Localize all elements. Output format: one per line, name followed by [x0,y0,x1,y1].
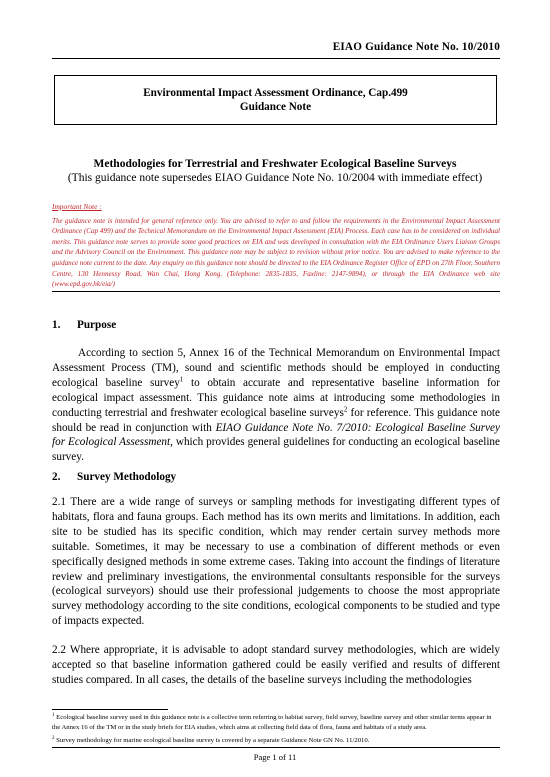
title-box [54,75,497,125]
purpose-paragraph [52,346,500,465]
document-title: Methodologies for Terrestrial and Freshwater Ecological Baseline Surveys [93,158,457,170]
section-number: 1. [52,319,61,331]
footnote-ref-1[interactable]: 1 [179,375,184,384]
important-note [52,202,500,290]
footnote-text: Survey methodology for marine ecological baseline survey is covered by a separate Guidance Note GN No. 11/2010. [54,737,370,744]
guidance-note-reference: EIAO Guidance Note No. 10/2010 [332,41,500,53]
footnote-1 [52,713,500,734]
important-note-body: The guidance note is intended for general reference only. You are advised to refer to and follow the requirements in the Environmental Impact Assessment Ordinance (Cap 499) and the Technical Memorandum on the Environmental Impact Assessment (EIA) Process. Each case has to be considered on individual merits. This guidance note serves to provide some good practices on EIA and was developed in consultation with the EIA Ordinance Users Liaison Groups and the Advisory Council on the Environment. This guidance note may be subject to revision without prior notice. You are advised to make reference to the guidance note current to the date. Any enquiry on this guidance note should be directed to the EIA Ordinance Register Office of EPD on 27th Floor, Southern Centre, 130 Hennessy Road, Wan Chai, Hong Kong. (Telephone: 2835-1835, Faxline: 2147-9894), or through the EIA Ordinance web site (www.epd.gov.hk/eia/) [52,216,500,289]
section-number: 2. [52,471,61,483]
guidance-note-label: Guidance Note [239,101,312,113]
footnote-mark: 1 [52,712,55,718]
footnote-2 [52,736,500,746]
section-heading-methodology [52,471,176,483]
footnote-divider [52,709,168,710]
footer-divider [52,747,500,748]
supersedes-note: (This guidance note supersedes EIAO Guidance Note No. 10/2004 with immediate effect) [67,172,483,184]
important-note-heading: Important Note : [52,202,102,211]
referenced-guidance-note: EIAO Guidance Note No. 7/2010: Ecological Baseline Survey for Ecological Assessment [52,421,500,449]
header-divider [52,58,500,59]
footnote-text: Ecological baseline survey used in this guidance note is a collective term referring to habitat survey, field survey, baseline survey and other similar terms appear in the Annex 16 of the TM or in the study briefs for EIA studies, which aims at collecting field data of flora, fauna and habitats of a study area. [52,714,492,732]
page-number: Page 1 of 11 [253,752,297,762]
footnote-ref-2[interactable]: 2 [343,404,348,413]
section-title: Purpose [77,319,117,331]
paragraph-text: According to section 5, Annex 16 of the Technical Memorandum on Environmental Impact Assessment Process (TM), sound and scientific methods should be employed in conducting ecological baseline survey [52,347,500,389]
notice-divider [52,291,500,292]
paragraph-2-2: 2.2 Where appropriate, it is advisable to adopt standard survey methodologies, which are widely accepted so that baseline information gathered could be easily verified and results of different studies compared. In all cases, the details of the baseline surveys including the methodologies [52,644,500,686]
ordinance-title: Environmental Impact Assessment Ordinance, Cap.499 [143,87,408,99]
paragraph-text: for reference. This guidance note should be read in conjunction with [52,406,500,434]
paragraph-text: , which provides general guidelines for conducting an ecological baseline survey. [52,436,500,464]
paragraph-2-1: 2.1 There are a wide range of surveys or sampling methods for investigating different types of habitats, flora and fauna groups. Each method has its own merits and limitations. In addition, each site to be studied has its specific condition, which may render certain survey methods more suitable. Sometimes, it may be necessary to use a combination of different methods or even specifically designed methods in some extreme cases. Taking into account the findings of literature review and preliminary investigations, the environmental consultants responsible for the surveys (ecological surveyors) should use their professional judgements to choose the most appropriate survey methodology according to the site conditions, ecological components to be studied and type of impacts expected. [52,496,500,628]
paragraph-text: to obtain accurate and representative baseline information for ecological impact assessment. This guidance note aims at introducing some methodologies in conducting terrestrial and freshwater ecological baseline surveys [52,376,500,419]
section-title: Survey Methodology [77,471,177,483]
footnote-mark: 2 [52,735,55,741]
section-heading-purpose [52,319,116,331]
